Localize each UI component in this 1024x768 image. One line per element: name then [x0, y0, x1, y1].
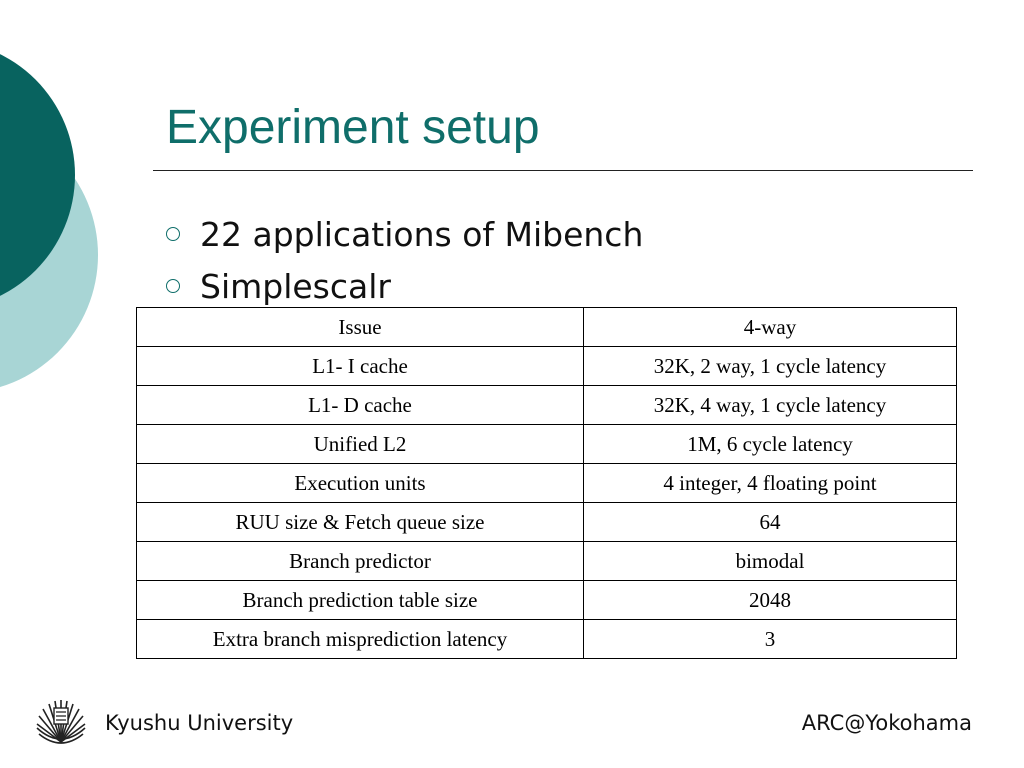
param-value-cell: 3 [584, 620, 957, 659]
param-name-cell: Branch prediction table size [137, 581, 584, 620]
param-name-cell: RUU size & Fetch queue size [137, 503, 584, 542]
university-seal-icon [33, 698, 89, 748]
param-name-cell: L1- D cache [137, 386, 584, 425]
bullet-text: 22 applications of Mibench [200, 214, 644, 254]
bullet-item [166, 208, 643, 260]
table-row [137, 425, 957, 464]
param-value-cell: 4-way [584, 308, 957, 347]
param-name-cell: Unified L2 [137, 425, 584, 464]
param-value-cell: bimodal [584, 542, 957, 581]
param-value-cell: 1M, 6 cycle latency [584, 425, 957, 464]
table-row [137, 386, 957, 425]
param-value-cell: 32K, 4 way, 1 cycle latency [584, 386, 957, 425]
table-row [137, 347, 957, 386]
bullet-text: Simplescalr [200, 266, 391, 306]
param-name-cell: L1- I cache [137, 347, 584, 386]
table-row [137, 464, 957, 503]
param-value-cell: 2048 [584, 581, 957, 620]
param-name-cell: Execution units [137, 464, 584, 503]
decorative-circles [0, 0, 120, 420]
param-value-cell: 4 integer, 4 floating point [584, 464, 957, 503]
param-value-cell: 32K, 2 way, 1 cycle latency [584, 347, 957, 386]
table-row [137, 503, 957, 542]
bullet-circle-icon [166, 279, 180, 293]
table-row [137, 542, 957, 581]
title-divider [153, 170, 973, 171]
param-name-cell: Branch predictor [137, 542, 584, 581]
bullet-circle-icon [166, 227, 180, 241]
config-table [136, 307, 957, 659]
param-name-cell: Issue [137, 308, 584, 347]
footer-institution: Kyushu University [105, 711, 294, 735]
table-row [137, 308, 957, 347]
param-value-cell: 64 [584, 503, 957, 542]
table-row [137, 620, 957, 659]
param-name-cell: Extra branch misprediction latency [137, 620, 584, 659]
bullet-list [166, 208, 643, 312]
table-row [137, 581, 957, 620]
bullet-item [166, 260, 643, 312]
slide-title: Experiment setup [166, 101, 540, 154]
footer-venue: ARC@Yokohama [801, 711, 972, 735]
